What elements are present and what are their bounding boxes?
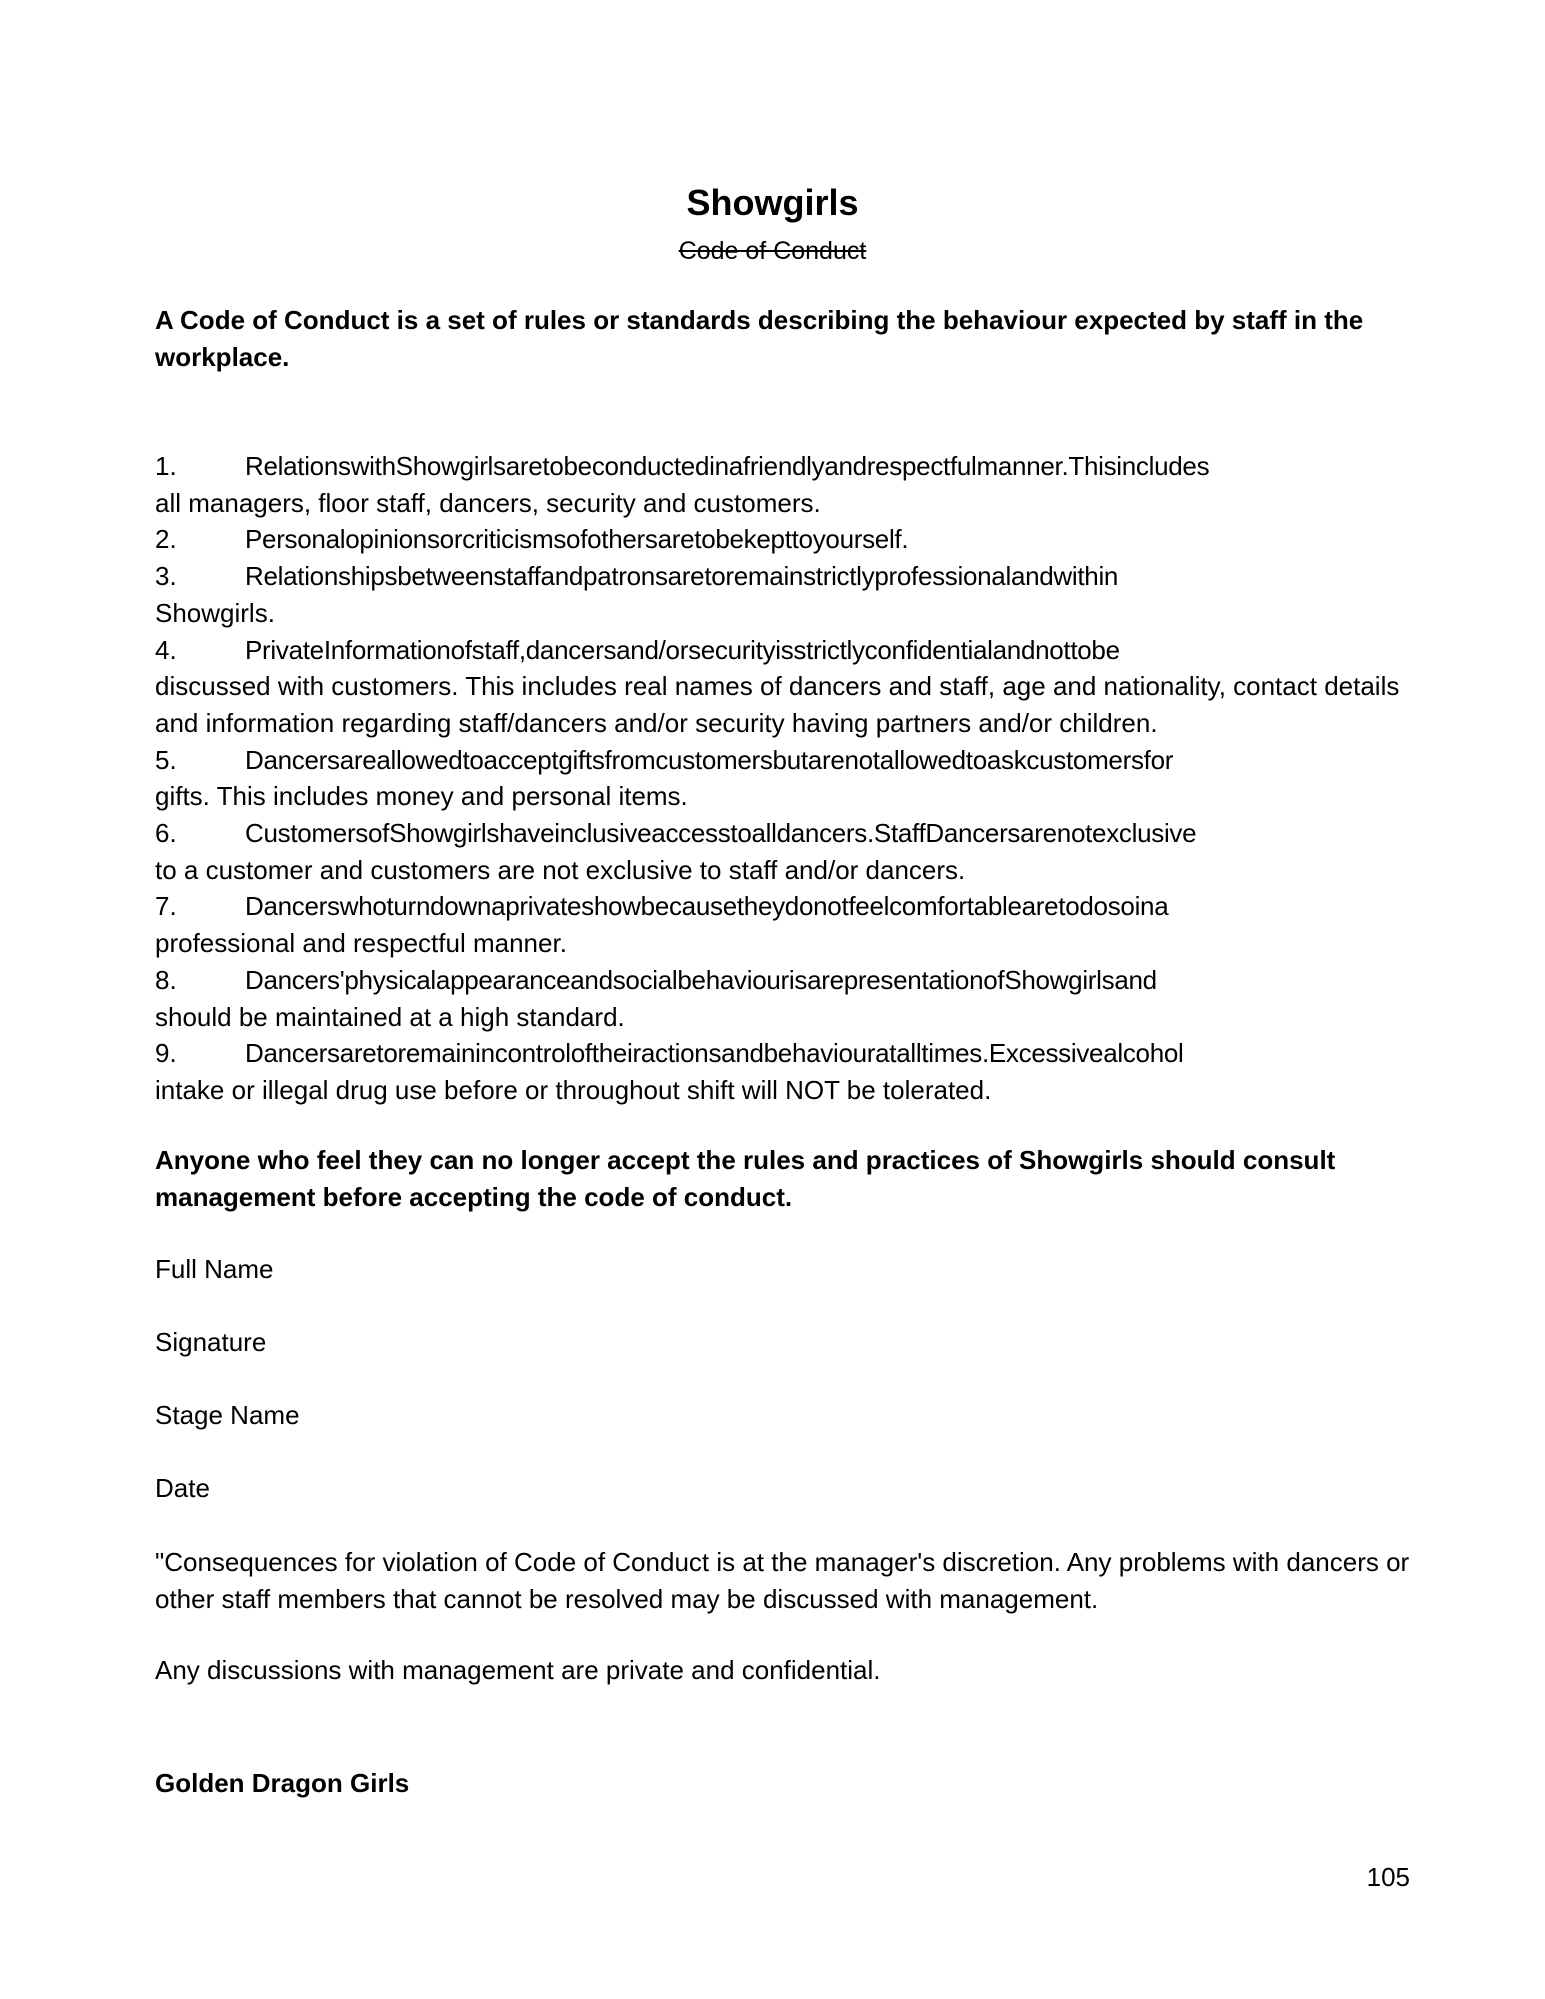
rule-continuation: discussed with customers. This includes real names of dancers and staff, age and nationality, contact details and information regarding staff/dancers and/or security having partners and/or children. xyxy=(155,671,1400,738)
rule-first-line: RelationswithShowgirlsaretobeconductedinafriendlyandrespectfulmanner.Thisincludes xyxy=(245,451,1210,481)
rule-number: 6. xyxy=(155,818,177,849)
rule-first-line: Dancersareallowedtoacceptgiftsfromcustomersbutarenotallowedtoaskcustomersfor xyxy=(245,744,1174,775)
stage-name-field: Stage Name xyxy=(155,1400,300,1430)
rule-continuation: to a customer and customers are not exclusive to staff and/or dancers. xyxy=(155,854,966,885)
rule-first-line: Dancers'physicalappearanceandsocialbehaviourisarepresentationofShowgirlsand xyxy=(245,964,1157,995)
rule-number: 1. xyxy=(155,451,177,481)
rule-item xyxy=(155,962,1415,1035)
rule-first-line: Dancerswhoturndownaprivateshowbecausetheydonotfeelcomfortablearetodosoina xyxy=(245,891,1169,922)
rule-item xyxy=(155,815,1415,888)
rule-number: 8. xyxy=(155,964,177,995)
rule-item xyxy=(155,558,1415,631)
privacy-statement: Any discussions with management are private and confidential. xyxy=(155,1655,881,1685)
document-subtitle: Code of Conduct xyxy=(678,237,867,265)
rule-continuation: should be maintained at a high standard. xyxy=(155,1001,625,1032)
rule-item xyxy=(155,888,1415,961)
rule-first-line: PrivateInformationofstaff,dancersand/orsecurityisstrictlyconfidentialandnottobe xyxy=(245,634,1120,665)
rule-item xyxy=(155,1035,1415,1108)
consequences-paragraph: "Consequences for violation of Code of Conduct is at the manager's discretion. Any problems with dancers or other staff members that cannot be resolved may be discussed with management. xyxy=(155,1547,1410,1614)
rule-number: 7. xyxy=(155,891,177,922)
rule-first-line: Relationshipsbetweenstaffandpatronsaretoremainstrictlyprofessionalandwithin xyxy=(245,561,1119,592)
rule-continuation: all managers, floor staff, dancers, security and customers. xyxy=(155,487,821,518)
rule-first-line: Personalopinionsorcriticismsofothersaretobekepttoyourself. xyxy=(245,524,909,555)
rule-item xyxy=(155,742,1415,815)
rule-item xyxy=(155,521,1415,558)
intro-paragraph: A Code of Conduct is a set of rules or standards describing the behaviour expected by staff in the workplace. xyxy=(155,305,1364,372)
date-field: Date xyxy=(155,1473,210,1503)
rule-number: 3. xyxy=(155,561,177,592)
signature-field: Signature xyxy=(155,1327,267,1357)
rule-number: 4. xyxy=(155,634,177,665)
footer-brand: Golden Dragon Girls xyxy=(155,1768,410,1798)
rule-continuation: gifts. This includes money and personal items. xyxy=(155,781,688,812)
rule-item xyxy=(155,448,1415,521)
rule-first-line: CustomersofShowgirlshaveinclusiveaccesstoalldancers.StaffDancersarenotexclusive xyxy=(245,818,1197,849)
rule-number: 9. xyxy=(155,1038,177,1069)
document-title: Showgirls xyxy=(686,182,859,223)
closing-statement: Anyone who feel they can no longer accept the rules and practices of Showgirls should consult management before accepting the code of conduct. xyxy=(155,1145,1336,1212)
rule-number: 5. xyxy=(155,744,177,775)
rule-item xyxy=(155,632,1415,742)
rule-continuation: Showgirls. xyxy=(155,597,275,628)
rule-continuation: intake or illegal drug use before or throughout shift will NOT be tolerated. xyxy=(155,1074,992,1105)
rule-first-line: Dancersaretoremainincontroloftheiractionsandbehaviouratalltimes.Excessivealcohol xyxy=(245,1038,1184,1069)
page-number: 105 xyxy=(1366,1862,1410,1892)
rule-continuation: professional and respectful manner. xyxy=(155,928,567,959)
rules-list xyxy=(155,448,1415,1109)
rule-number: 2. xyxy=(155,524,177,555)
full-name-field: Full Name xyxy=(155,1254,274,1284)
